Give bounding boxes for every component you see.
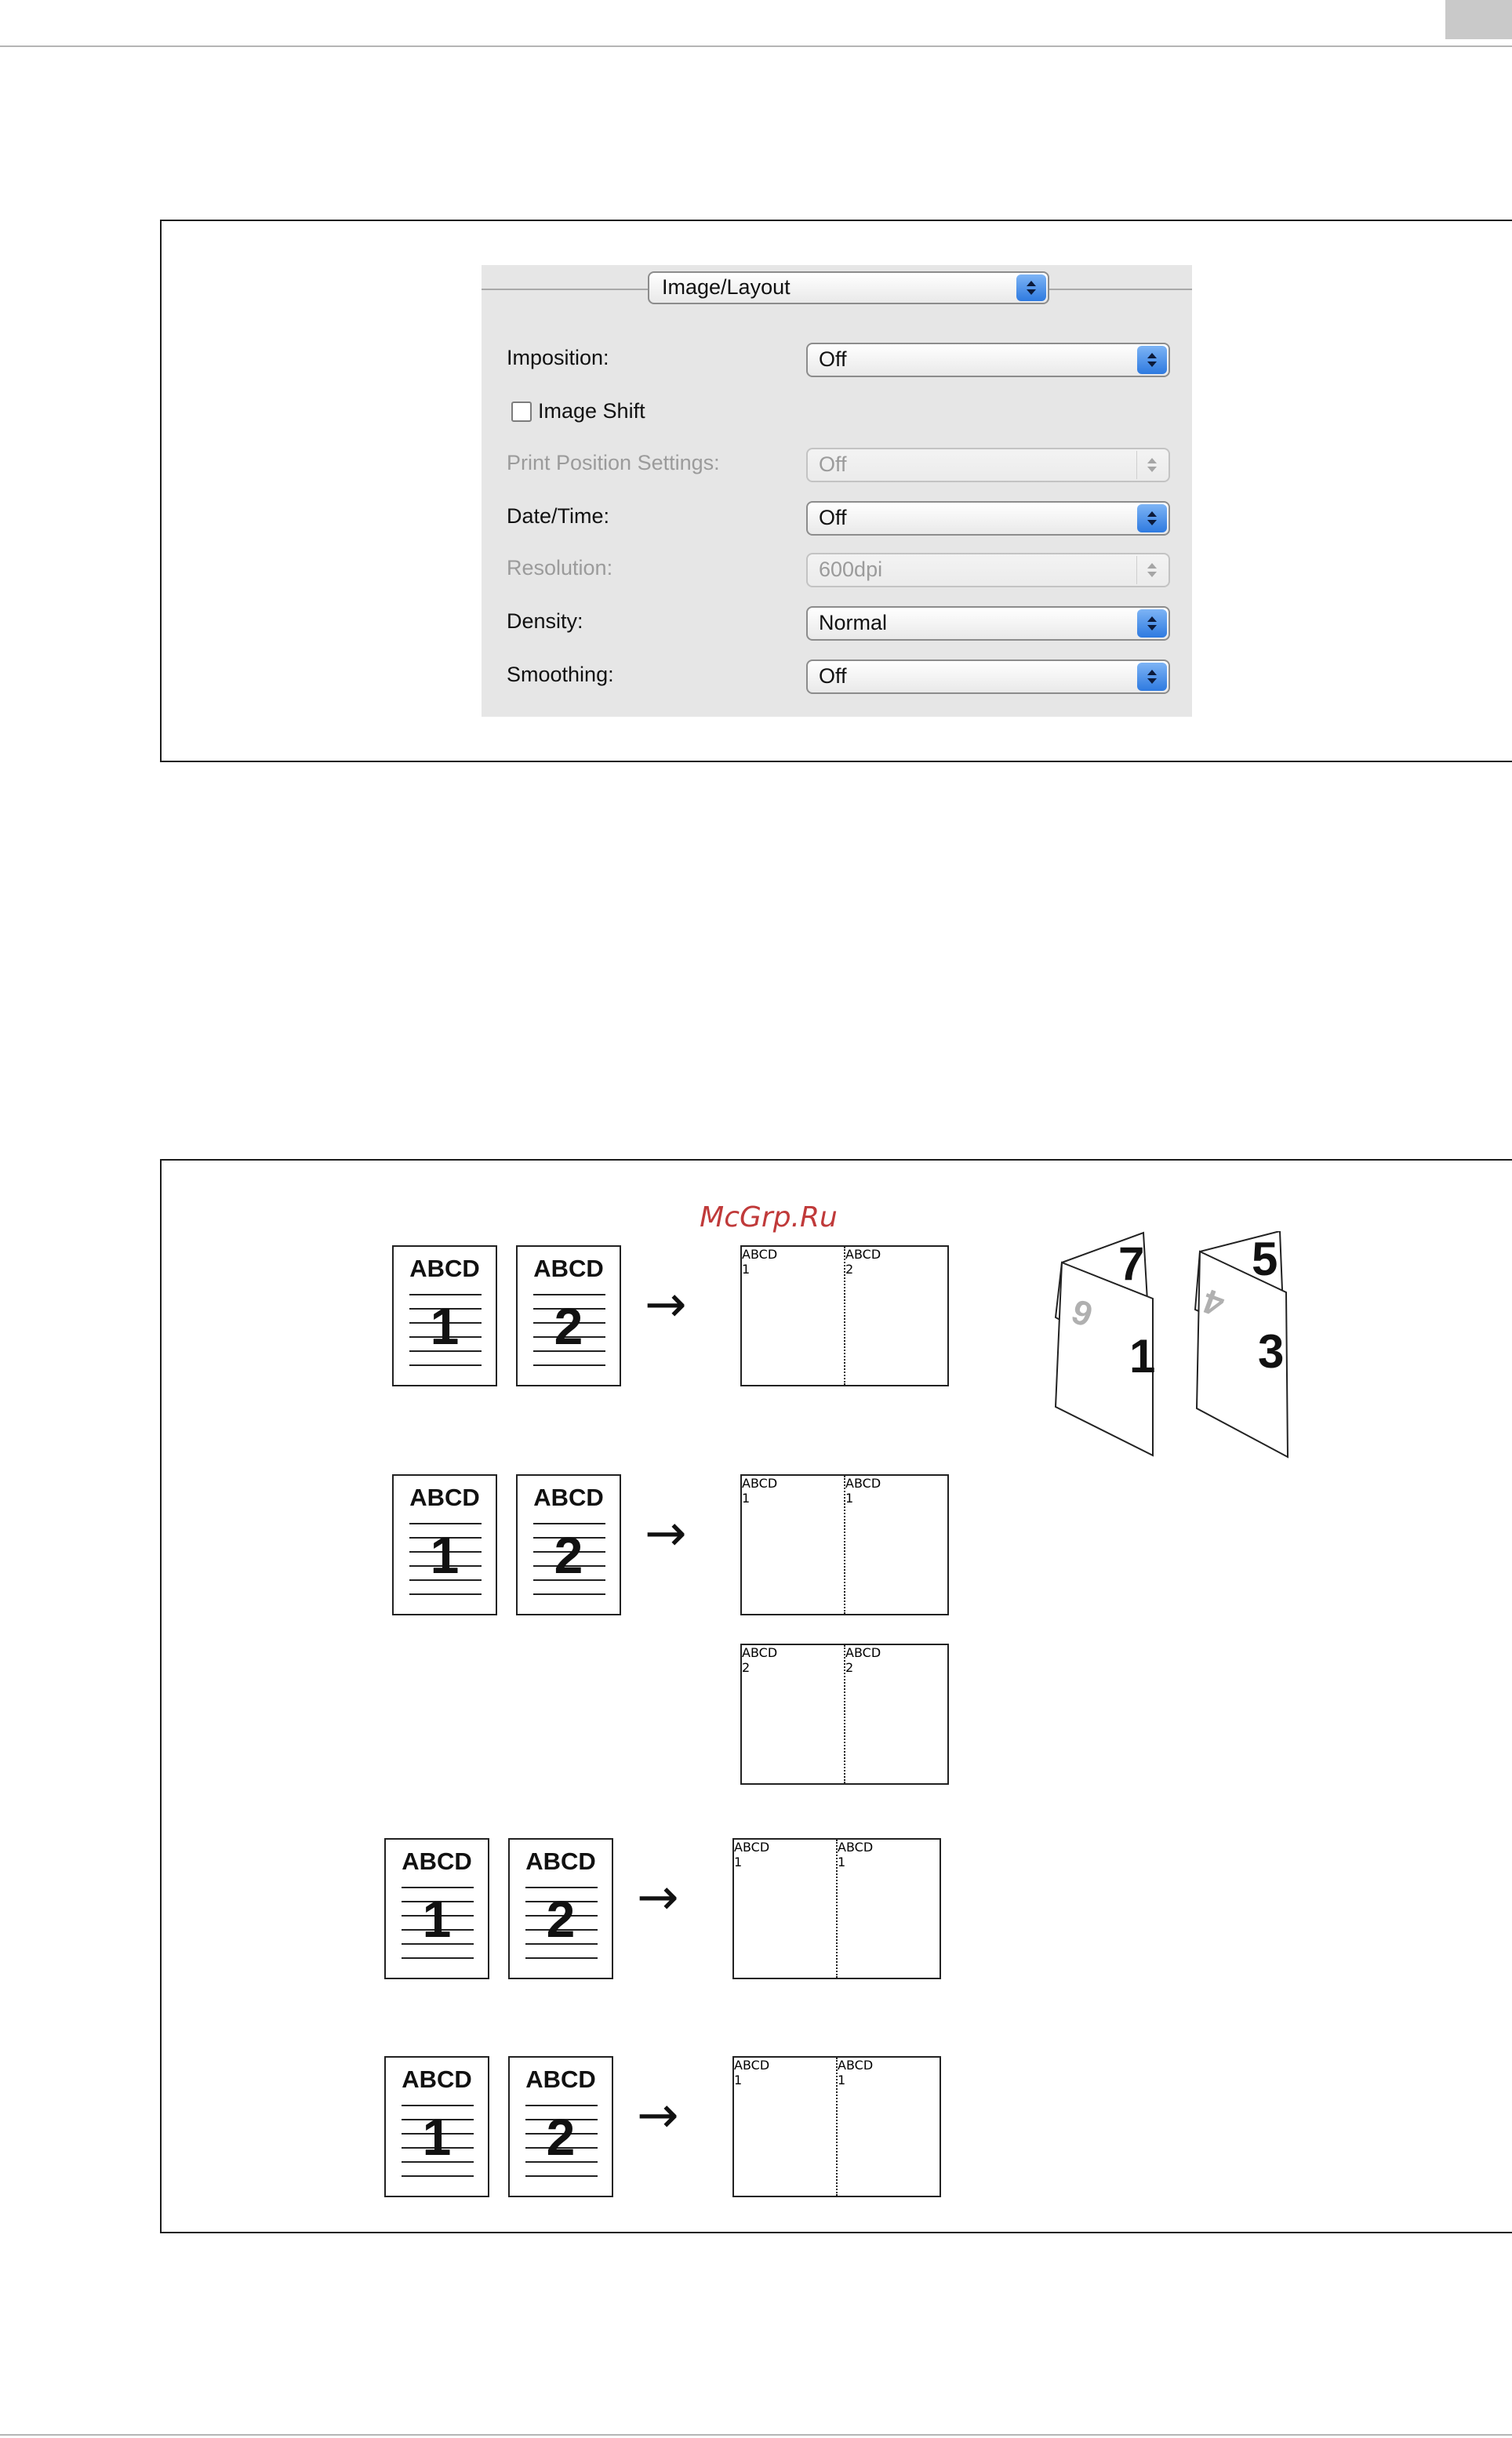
output-spread <box>732 1838 941 1979</box>
imposition-label: Imposition: <box>507 346 609 369</box>
text-line <box>409 1593 482 1595</box>
page-header-text: ABCD <box>734 1840 770 1855</box>
page-number: 1 <box>430 1526 460 1584</box>
page-header-text: ABCD <box>409 1484 480 1511</box>
image-layout-panel <box>482 265 1192 717</box>
page-corner-tab <box>1445 0 1512 39</box>
page-number: 1 <box>422 1890 452 1948</box>
page-number: 2 <box>546 2108 576 2166</box>
page-header-text: ABCD <box>845 1645 881 1660</box>
page-number: 1 <box>430 1297 460 1355</box>
output-spread <box>740 1245 949 1386</box>
booklet-page-number: 7 <box>1118 1237 1145 1290</box>
page-face <box>734 1840 837 1869</box>
select-arrows-icon <box>1137 504 1167 532</box>
page-face <box>518 1247 620 1385</box>
spread-left-page <box>734 2058 837 2196</box>
page-header-text: ABCD <box>402 1848 472 1875</box>
header-rule <box>0 45 1512 47</box>
resolution-value: 600dpi <box>819 558 883 581</box>
page-number: 2 <box>554 1526 583 1584</box>
page-number: 2 <box>554 1297 583 1355</box>
page-face <box>838 1840 940 1869</box>
arrow-icon: → <box>645 1276 687 1334</box>
spread-left-page <box>734 1840 837 1978</box>
footer-rule <box>0 2434 1512 2436</box>
spread-right-page <box>838 1840 940 1978</box>
page-header-text: ABCD <box>533 1484 604 1511</box>
page-header-text: ABCD <box>742 1645 778 1660</box>
date-time-value: Off <box>819 506 847 529</box>
text-line <box>525 1887 598 1888</box>
source-page <box>384 2056 489 2197</box>
page-header-text: ABCD <box>845 1476 881 1491</box>
spread-left-page <box>742 1645 845 1783</box>
page-number: 1 <box>845 1491 854 1506</box>
select-arrows-icon <box>1137 346 1167 374</box>
page-number: 1 <box>742 1262 751 1277</box>
resolution-select[interactable] <box>806 553 1170 587</box>
fold-line <box>836 1840 838 1978</box>
date-time-label: Date/Time: <box>507 504 610 528</box>
output-spread <box>740 1644 949 1785</box>
page-face <box>742 1645 845 1675</box>
page-number: 1 <box>422 2108 452 2166</box>
page-face <box>394 1476 496 1614</box>
dialog-screenshot-frame <box>160 220 1512 762</box>
density-select[interactable] <box>806 606 1170 641</box>
smoothing-select[interactable] <box>806 659 1170 694</box>
page-face <box>845 1476 948 1506</box>
text-line <box>402 2105 474 2106</box>
page-header-text: ABCD <box>734 2058 770 2073</box>
arrow-icon: → <box>637 1869 679 1927</box>
page-number: 1 <box>734 1855 743 1869</box>
spread-right-page <box>845 1645 948 1783</box>
page-face <box>742 1476 845 1506</box>
page-face <box>734 2058 837 2087</box>
source-page <box>392 1474 497 1615</box>
arrow-icon: → <box>637 2087 679 2145</box>
select-arrows-icon <box>1137 609 1167 638</box>
spread-right-page <box>845 1476 948 1614</box>
page-number: 2 <box>742 1660 751 1675</box>
page-number: 2 <box>845 1660 854 1675</box>
print-position-value: Off <box>819 452 847 476</box>
separator-line <box>1048 289 1192 290</box>
source-page <box>516 1474 621 1615</box>
select-arrows-icon <box>1136 451 1167 479</box>
page-number: 2 <box>845 1262 854 1277</box>
page-number: 1 <box>742 1491 751 1506</box>
spread-right-page <box>838 2058 940 2196</box>
page-header-text: ABCD <box>845 1247 881 1262</box>
smoothing-value: Off <box>819 664 847 688</box>
page-header-text: ABCD <box>838 1840 874 1855</box>
page-header-text: ABCD <box>402 2066 472 2093</box>
page-face <box>386 1840 488 1978</box>
source-page <box>516 1245 621 1386</box>
imposition-value: Off <box>819 347 847 371</box>
image-shift-checkbox[interactable] <box>511 401 532 422</box>
panel-select-arrows-icon <box>1016 274 1046 301</box>
output-spread <box>732 2056 941 2197</box>
page-face <box>510 2058 612 2196</box>
page-number: 1 <box>734 2073 743 2087</box>
page-number: 2 <box>546 1890 576 1948</box>
page-number: 1 <box>838 2073 846 2087</box>
resolution-label: Resolution: <box>507 556 613 580</box>
source-page <box>392 1245 497 1386</box>
source-page <box>384 1838 489 1979</box>
page-header-text: ABCD <box>525 1848 596 1875</box>
page-header-text: ABCD <box>409 1255 480 1282</box>
fold-line <box>836 2058 838 2196</box>
page-header-text: ABCD <box>742 1247 778 1262</box>
spread-left-page <box>742 1476 845 1614</box>
date-time-select[interactable] <box>806 501 1170 536</box>
select-arrows-icon <box>1137 663 1167 691</box>
text-line <box>409 1294 482 1295</box>
text-line <box>402 1887 474 1888</box>
print-position-select[interactable] <box>806 448 1170 482</box>
booklet-page-number: 5 <box>1252 1233 1278 1285</box>
booklet-page-number: 4 <box>1198 1281 1230 1324</box>
text-line <box>533 1523 605 1524</box>
text-line <box>525 2105 598 2106</box>
spread-right-page <box>845 1247 948 1385</box>
imposition-select[interactable] <box>806 343 1170 377</box>
density-value: Normal <box>819 611 888 634</box>
text-line <box>533 1294 605 1295</box>
text-line <box>409 1364 482 1366</box>
booklet-page-number: 3 <box>1258 1325 1285 1378</box>
page-face <box>394 1247 496 1385</box>
page-header-text: ABCD <box>525 2066 596 2093</box>
booklet-page-number: 1 <box>1129 1330 1156 1383</box>
fold-line <box>844 1645 845 1783</box>
page-header-text: ABCD <box>838 2058 874 2073</box>
booklet-page-number: 6 <box>1067 1291 1098 1335</box>
page-face <box>386 2058 488 2196</box>
smoothing-label: Smoothing: <box>507 663 614 686</box>
watermark-text: McGrp.Ru <box>700 1201 838 1234</box>
text-line <box>525 2175 598 2177</box>
fold-line <box>844 1247 845 1385</box>
panel-select-value: Image/Layout <box>662 275 791 299</box>
text-line <box>402 2175 474 2177</box>
page-face <box>845 1247 948 1277</box>
text-line <box>525 1957 598 1959</box>
separator-line <box>482 289 648 290</box>
page-header-text: ABCD <box>742 1476 778 1491</box>
density-label: Density: <box>507 609 583 633</box>
text-line <box>533 1593 605 1595</box>
fold-line <box>844 1476 845 1614</box>
image-shift-label: Image Shift <box>538 399 645 423</box>
page-face <box>518 1476 620 1614</box>
page-face <box>510 1840 612 1978</box>
select-arrows-icon <box>1136 556 1167 584</box>
source-page <box>508 1838 613 1979</box>
folded-booklet-icon <box>1052 1231 1335 1459</box>
page-header-text: ABCD <box>533 1255 604 1282</box>
panel-select[interactable] <box>648 271 1049 304</box>
spread-left-page <box>742 1247 845 1385</box>
text-line <box>409 1523 482 1524</box>
text-line <box>533 1364 605 1366</box>
imposition-illustration-frame <box>160 1159 1512 2233</box>
page-number: 1 <box>838 1855 846 1869</box>
page-face <box>838 2058 940 2087</box>
page-face <box>845 1645 948 1675</box>
source-page <box>508 2056 613 2197</box>
output-spread <box>740 1474 949 1615</box>
print-position-label: Print Position Settings: <box>507 451 720 474</box>
page-face <box>742 1247 845 1277</box>
arrow-icon: → <box>645 1505 687 1563</box>
text-line <box>402 1957 474 1959</box>
